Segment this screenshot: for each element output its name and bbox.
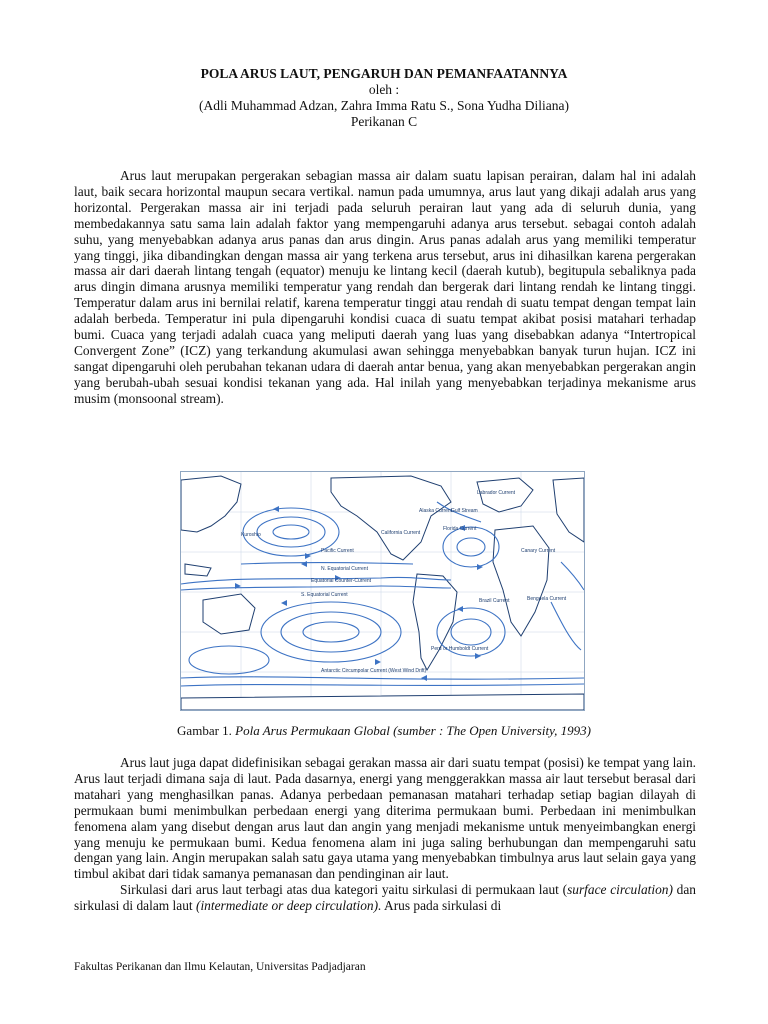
label-counter: Equatorial Counter-Current xyxy=(311,578,372,584)
label-benguela: Benguela Current xyxy=(527,596,567,602)
paragraph-3-d: (intermediate or deep circulation). xyxy=(195,898,382,914)
paragraph-3-b: surface circulation) xyxy=(567,882,673,898)
paragraph-1 xyxy=(74,168,696,407)
label-kuroshio: Kuroshio xyxy=(241,532,261,538)
label-gulf: Gulf Stream xyxy=(451,508,478,514)
page-footer: Fakultas Perikanan dan Ilmu Kelautan, Universitas Padjadjaran xyxy=(74,961,366,973)
document-title: POLA ARUS LAUT, PENGARUH DAN PEMANFAATANNYA xyxy=(200,66,568,81)
paragraph-3-e: Arus pada sirkulasi di xyxy=(381,898,502,914)
label-peru: Peru or Humboldt Current xyxy=(431,646,489,652)
label-canary: Canary Current xyxy=(521,548,556,554)
label-brazil: Brazil Current xyxy=(479,598,510,604)
document-header xyxy=(0,66,768,130)
ocean-currents-map xyxy=(180,471,585,711)
paragraph-3-c: dan sirkulasi di dalam laut xyxy=(74,882,696,914)
label-n-equatorial: N. Equatorial Current xyxy=(321,566,368,572)
label-labrador: Labrador Current xyxy=(477,490,516,496)
caption-prefix: Gambar 1. xyxy=(177,723,236,738)
label-pacific: Pacific Current xyxy=(321,548,354,554)
class-label: Perikanan C xyxy=(350,114,418,129)
authors: (Adli Muhammad Adzan, Zahra Imma Ratu S., Sona Yudha Diliana) xyxy=(199,98,569,113)
caption-text: Pola Arus Permukaan Global (sumber : The Open University, 1993) xyxy=(235,723,591,738)
label-alaska: Alaska Current xyxy=(419,508,453,514)
paragraph-2 xyxy=(74,755,696,914)
label-florida: Florida Current xyxy=(443,526,477,532)
paragraph-3 xyxy=(74,882,696,914)
paragraph-2-text: Arus laut juga dapat didefinisikan sebagai gerakan massa air dari suatu tempat (posisi) ke tempat yang lain. Arus laut terjadi dimana saja di laut. Pada dasarnya, energi yang menggerakkan massa air laut tersebut berasal dari matahari yang menghasilkan panas. Adanya perbedaan pemanasan matahari terhadap setiap bagian dilayah di permukaan bumi menimbulkan perbedaan energi yang diterima permukaan bumi. Perbedaan ini menimbulkan fenomena alam yang disebut dengan arus laut dan angin yang menjadi mekanisme untuk menyeimbangkan energi yang menuju ke permukaan bumi. Kedua fenomena alam ini juga saling berhubungan dan mempengaruhi satu dengan yang lain. Angin merupakan salah satu gaya utama yang menyebabkan timbulnya arus laut selain gaya yang timbul akibat dari tidak samanya pemanasan dan pendinginan air laut. xyxy=(74,755,696,882)
paragraph-1-text: Arus laut merupakan pergerakan sebagian massa air dalam suatu lapisan perairan, dalam hal ini adalah laut, baik secara horizontal maupun secara vertikal. namun pada umumnya, arus laut yang dikaji adalah arus yang horizontal. Pergerakan massa air ini terjadi pada seluruh perairan laut yang ada di seluruh dunia, yang membedakannya satu sama lain adalah faktor yang mempengaruhi adanya arus tersebut. sebagai contoh adalah suhu, yang menyebabkan adanya arus panas dan arus dingin. Arus panas adalah arus yang memiliki temperatur yang tinggi, jika dibandingkan dengan massa air yang terkena arus tersebut, arus ini dihasilkan karena pergerakan massa air dari daerah lintang tengah (equator) menuju ke lintang kecil (daerah kutub), begitupula sebaliknya pada arus dingin dimana arusnya memiliki temperatur yang rendah dan bergerak dari lintang rendah ke lintang tinggi. Temperatur dalam arus ini bernilai relatif, karena temperatur tinggi atau rendah di suatu tempat dengan tempat lain adalah berbeda. Temperatur ini pula dipengaruhi kondisi cuaca di suatu tempat akibat posisi matahari terhadap bumi. Cuaca yang terjadi adalah cuaca yang meliputi daerah yang luas yang disebabkan adanya “Intertropical Convergent Zone” (ICZ) yang terkandung akumulasi awan sehingga menyebabkan banyak turun hujan. ICZ ini sangat dipengaruhi oleh perubahan tekanan udara di daerah antar benua, yang akan menyebabkan pergerakan angin yang berubah-ubah sesuai kondisi tekanan yang ada. Hal inilah yang menyebabkan terjadinya mekanisme arus musim (monsoonal stream). xyxy=(74,168,696,406)
paragraph-3-a: Sirkulasi dari arus laut terbagi atas dua kategori yaitu sirkulasi di permukaan laut ( xyxy=(120,882,568,898)
figure-caption xyxy=(0,723,768,739)
by-line: oleh : xyxy=(368,82,400,97)
world-map-svg xyxy=(181,472,584,710)
label-s-equatorial: S. Equatorial Current xyxy=(301,592,348,598)
label-california: California Current xyxy=(381,530,421,536)
label-antarctic: Antarctic Circumpolar Current (West Wind Drift) xyxy=(321,668,427,674)
